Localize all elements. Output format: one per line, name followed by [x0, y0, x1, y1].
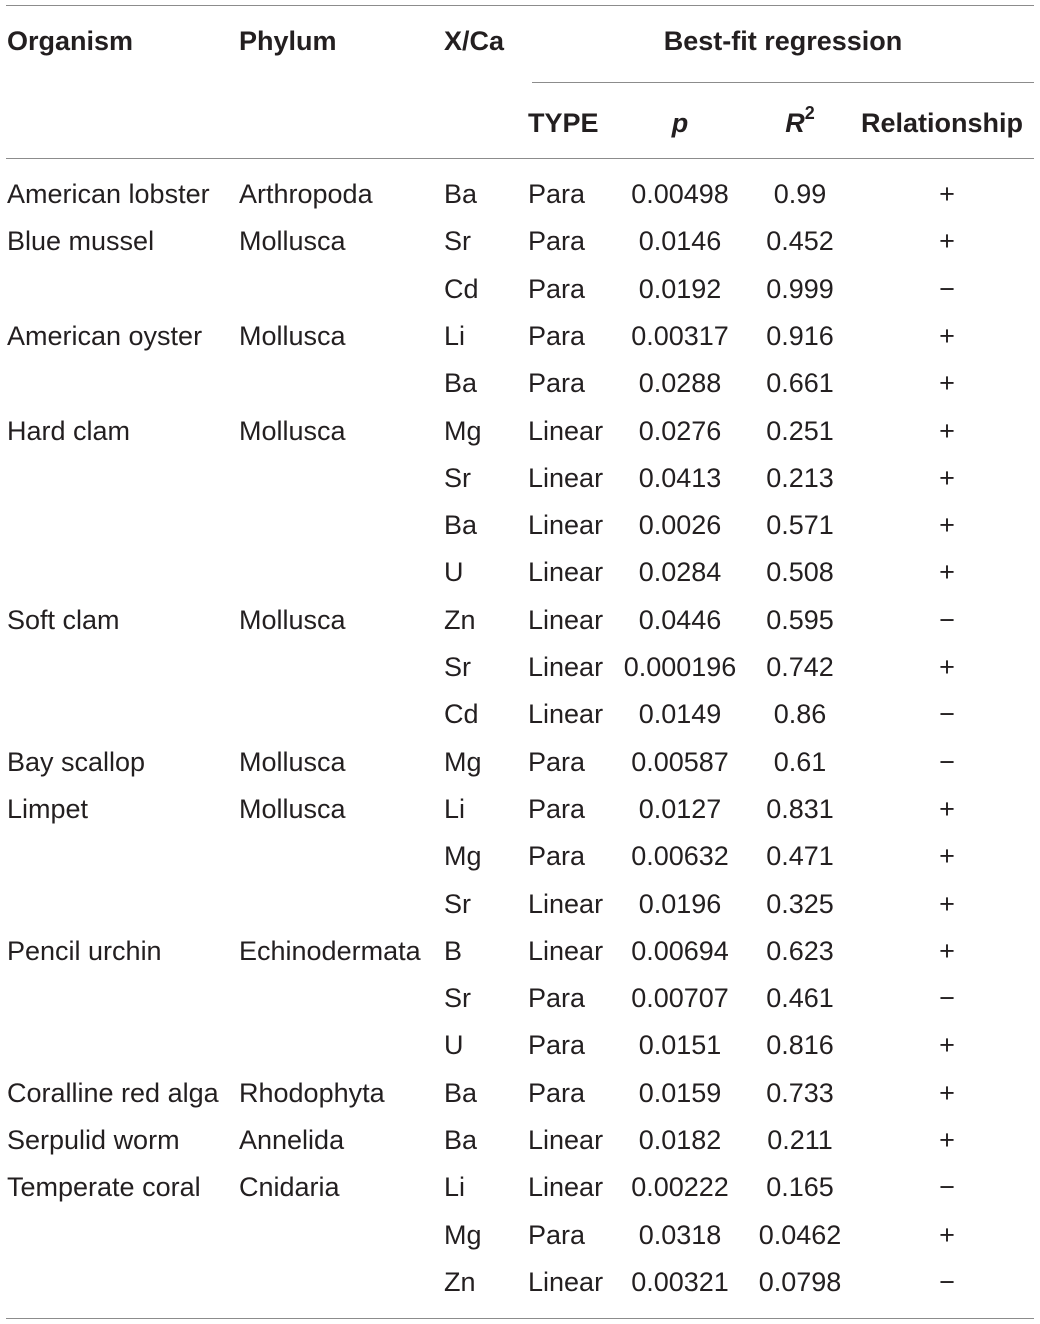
cell-phylum: Mollusca — [239, 321, 346, 351]
cell-type: Linear — [528, 1172, 604, 1202]
cell-relationship: + — [939, 1030, 955, 1060]
header-relationship: Relationship — [861, 108, 1024, 138]
cell-p-value: 0.0182 — [638, 1125, 722, 1155]
cell-relationship: − — [939, 983, 955, 1013]
cell-phylum: Cnidaria — [239, 1172, 340, 1202]
cell-relationship: + — [939, 368, 955, 398]
cell-xca: U — [444, 557, 464, 587]
cell-xca: Ba — [444, 179, 478, 209]
cell-relationship: + — [939, 1078, 955, 1108]
cell-relationship: + — [939, 321, 955, 351]
cell-type: Para — [528, 747, 586, 777]
cell-type: Linear — [528, 699, 604, 729]
header-best-fit-regression: Best-fit regression — [663, 26, 903, 56]
cell-phylum: Mollusca — [239, 747, 346, 777]
cell-p-value: 0.0127 — [638, 794, 722, 824]
cell-r-squared: 0.86 — [773, 699, 827, 729]
cell-type: Linear — [528, 652, 604, 682]
table-bottom-rule — [6, 1318, 1034, 1319]
cell-xca: Sr — [444, 983, 471, 1013]
cell-r-squared: 0.99 — [773, 179, 827, 209]
cell-r-squared: 0.595 — [766, 605, 834, 635]
cell-organism: Temperate coral — [7, 1172, 201, 1202]
cell-r-squared: 0.211 — [767, 1125, 833, 1155]
cell-relationship: + — [939, 1220, 955, 1250]
cell-r-squared: 0.916 — [766, 321, 834, 351]
cell-xca: Li — [444, 321, 466, 351]
cell-r-squared: 0.251 — [766, 416, 834, 446]
cell-xca: Ba — [444, 1125, 478, 1155]
cell-p-value: 0.0288 — [638, 368, 722, 398]
cell-organism: Hard clam — [7, 416, 131, 446]
cell-p-value: 0.00694 — [631, 936, 729, 966]
cell-organism: Limpet — [7, 794, 89, 824]
cell-p-value: 0.0146 — [638, 226, 722, 256]
cell-type: Para — [528, 274, 586, 304]
cell-p-value: 0.00321 — [631, 1267, 729, 1297]
header-phylum: Phylum — [239, 26, 337, 56]
cell-p-value: 0.0284 — [638, 557, 722, 587]
cell-r-squared: 0.571 — [766, 510, 834, 540]
cell-xca: Sr — [444, 652, 471, 682]
header-bottom-rule — [6, 158, 1034, 159]
cell-r-squared: 0.471 — [766, 841, 834, 871]
cell-r-squared: 0.999 — [766, 274, 834, 304]
header-r-superscript: 2 — [804, 103, 815, 123]
cell-xca: Sr — [444, 226, 471, 256]
cell-type: Linear — [528, 1267, 604, 1297]
cell-type: Para — [528, 1220, 586, 1250]
header-organism: Organism — [7, 26, 134, 56]
cell-relationship: + — [939, 841, 955, 871]
cell-relationship: + — [939, 1125, 955, 1155]
cell-type: Linear — [528, 936, 604, 966]
cell-xca: U — [444, 1030, 464, 1060]
cell-type: Para — [528, 321, 586, 351]
cell-phylum: Annelida — [239, 1125, 345, 1155]
cell-xca: Li — [444, 794, 466, 824]
cell-xca: Mg — [444, 416, 482, 446]
cell-organism: American lobster — [7, 179, 210, 209]
cell-p-value: 0.0318 — [638, 1220, 722, 1250]
cell-r-squared: 0.452 — [766, 226, 834, 256]
cell-phylum: Arthropoda — [239, 179, 373, 209]
header-group-rule — [532, 82, 1034, 83]
cell-xca: Zn — [444, 1267, 476, 1297]
cell-organism: Bay scallop — [7, 747, 146, 777]
cell-phylum: Mollusca — [239, 226, 346, 256]
cell-relationship: + — [939, 794, 955, 824]
cell-relationship: + — [939, 416, 955, 446]
cell-p-value: 0.0151 — [638, 1030, 722, 1060]
cell-p-value: 0.0192 — [638, 274, 722, 304]
cell-p-value: 0.00632 — [631, 841, 729, 871]
cell-type: Para — [528, 841, 586, 871]
cell-p-value: 0.0159 — [638, 1078, 722, 1108]
cell-xca: Ba — [444, 368, 478, 398]
cell-relationship: + — [939, 226, 955, 256]
cell-phylum: Mollusca — [239, 794, 346, 824]
cell-phylum: Rhodophyta — [239, 1078, 385, 1108]
cell-type: Linear — [528, 463, 604, 493]
cell-type: Para — [528, 179, 586, 209]
cell-relationship: − — [939, 274, 955, 304]
cell-relationship: − — [939, 1267, 955, 1297]
cell-type: Linear — [528, 416, 604, 446]
header-xca: X/Ca — [444, 26, 505, 56]
cell-r-squared: 0.325 — [766, 889, 834, 919]
cell-organism: Coralline red alga — [7, 1078, 219, 1108]
cell-type: Para — [528, 794, 586, 824]
cell-relationship: + — [939, 936, 955, 966]
cell-type: Linear — [528, 557, 604, 587]
header-type: TYPE — [528, 108, 599, 138]
cell-relationship: − — [939, 699, 955, 729]
cell-organism: Soft clam — [7, 605, 120, 635]
cell-type: Linear — [528, 605, 604, 635]
cell-type: Linear — [528, 889, 604, 919]
cell-r-squared: 0.816 — [766, 1030, 834, 1060]
cell-type: Para — [528, 1030, 586, 1060]
cell-xca: Cd — [444, 699, 479, 729]
cell-xca: Ba — [444, 510, 478, 540]
cell-xca: Ba — [444, 1078, 478, 1108]
cell-relationship: + — [939, 652, 955, 682]
cell-p-value: 0.00707 — [631, 983, 729, 1013]
cell-p-value: 0.0149 — [638, 699, 722, 729]
cell-r-squared: 0.165 — [766, 1172, 834, 1202]
cell-relationship: − — [939, 605, 955, 635]
cell-p-value: 0.0413 — [638, 463, 722, 493]
cell-p-value: 0.0446 — [638, 605, 722, 635]
cell-organism: Blue mussel — [7, 226, 155, 256]
cell-organism: Serpulid worm — [7, 1125, 180, 1155]
cell-phylum: Mollusca — [239, 605, 346, 635]
cell-r-squared: 0.661 — [766, 368, 834, 398]
cell-relationship: − — [939, 1172, 955, 1202]
cell-p-value: 0.000196 — [623, 652, 737, 682]
cell-r-squared: 0.61 — [773, 747, 827, 777]
cell-p-value: 0.0026 — [638, 510, 722, 540]
cell-r-squared: 0.0798 — [758, 1267, 842, 1297]
cell-r-squared: 0.623 — [766, 936, 834, 966]
cell-xca: B — [444, 936, 463, 966]
cell-p-value: 0.00317 — [631, 321, 729, 351]
cell-r-squared: 0.508 — [766, 557, 834, 587]
header-r-squared — [785, 103, 815, 139]
header-r: R — [785, 108, 805, 138]
cell-organism: Pencil urchin — [7, 936, 162, 966]
cell-xca: Mg — [444, 1220, 482, 1250]
cell-p-value: 0.00222 — [631, 1172, 729, 1202]
cell-xca: Zn — [444, 605, 476, 635]
cell-type: Para — [528, 368, 586, 398]
cell-p-value: 0.00498 — [631, 179, 729, 209]
cell-p-value: 0.00587 — [631, 747, 729, 777]
cell-r-squared: 0.733 — [766, 1078, 834, 1108]
cell-type: Para — [528, 226, 586, 256]
cell-p-value: 0.0276 — [638, 416, 722, 446]
cell-xca: Cd — [444, 274, 479, 304]
cell-type: Para — [528, 1078, 586, 1108]
cell-relationship: − — [939, 747, 955, 777]
cell-type: Linear — [528, 1125, 604, 1155]
cell-relationship: + — [939, 179, 955, 209]
cell-r-squared: 0.213 — [766, 463, 834, 493]
cell-xca: Li — [444, 1172, 466, 1202]
cell-r-squared: 0.831 — [766, 794, 834, 824]
cell-type: Para — [528, 983, 586, 1013]
cell-xca: Mg — [444, 841, 482, 871]
cell-relationship: + — [939, 510, 955, 540]
cell-r-squared: 0.0462 — [758, 1220, 842, 1250]
table-top-rule — [6, 5, 1034, 6]
cell-xca: Sr — [444, 889, 471, 919]
cell-xca: Mg — [444, 747, 482, 777]
cell-phylum: Echinodermata — [239, 936, 421, 966]
cell-relationship: + — [939, 557, 955, 587]
cell-r-squared: 0.742 — [766, 652, 834, 682]
cell-p-value: 0.0196 — [638, 889, 722, 919]
cell-relationship: + — [939, 463, 955, 493]
cell-r-squared: 0.461 — [766, 983, 834, 1013]
header-p: p — [671, 108, 689, 138]
cell-phylum: Mollusca — [239, 416, 346, 446]
cell-xca: Sr — [444, 463, 471, 493]
cell-organism: American oyster — [7, 321, 203, 351]
cell-relationship: + — [939, 889, 955, 919]
cell-type: Linear — [528, 510, 604, 540]
